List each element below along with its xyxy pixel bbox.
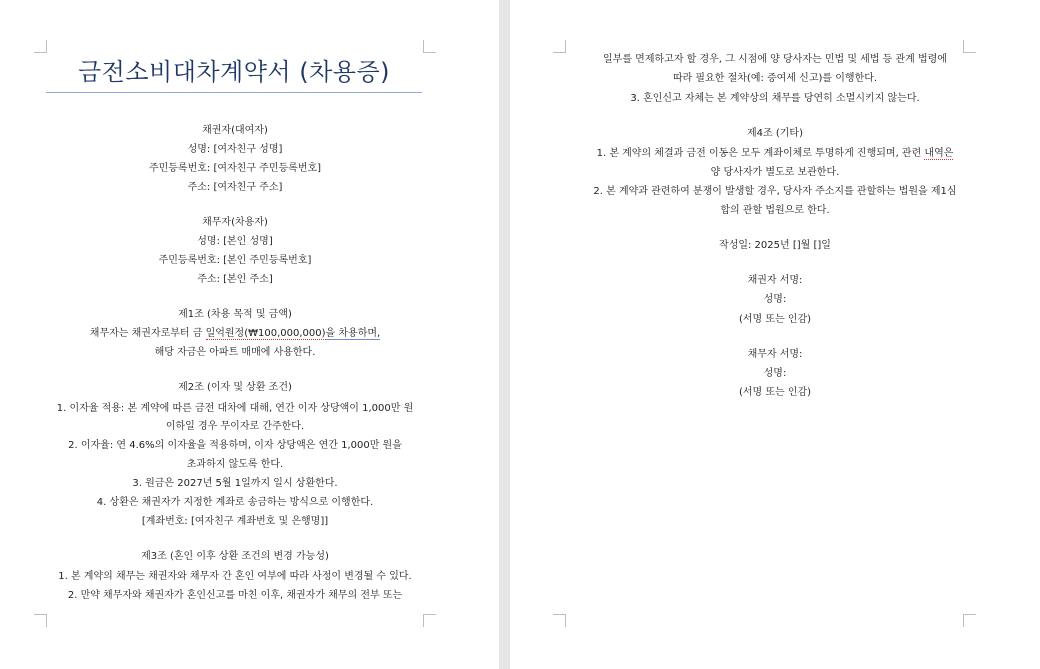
article-2-item-4a: 4. 상환은 채권자가 지정한 계좌로 송금하는 방식으로 이행한다. — [96, 497, 374, 508]
article-1-line-2: 해당 자금은 아파트 매매에 사용한다. — [154, 347, 316, 358]
article-2-item-1a: 1. 이자율 적용: 본 계약에 따른 금전 대차에 대해, 연간 이자 상당액이 1,000만 원 — [56, 403, 414, 414]
article-2-item-4b: [계좌번호: [여자친구 계좌번호 및 은행명]] — [141, 516, 329, 527]
creditor-rrn: 주민등록번호: [여자친구 주민등록번호] — [148, 163, 322, 174]
margin-mark-bottom-left — [34, 614, 47, 627]
article-1-title: 제1조 (차용 목적 및 금액) — [178, 309, 292, 320]
article-2-title: 제2조 (이자 및 상환 조건) — [178, 382, 292, 393]
document-page-2 — [510, 0, 1040, 669]
debtor-address: 주소: [본인 주소] — [197, 274, 273, 285]
article-4-item-2a: 2. 본 계약과 관련하여 분쟁이 발생할 경우, 당사자 주소지를 관할하는 법원을 제1심 — [593, 186, 957, 197]
creditor-signature-label: 채권자 서명: — [747, 275, 803, 286]
article-2-item-1b: 이하일 경우 무이자로 간주한다. — [165, 421, 305, 432]
article-3-title: 제3조 (혼인 이후 상환 조건의 변경 가능성) — [141, 551, 329, 562]
creditor-heading: 채권자(대여자) — [202, 125, 268, 136]
article-3-item-2-cont-b: 따라 필요한 절차(예: 증여세 신고)를 이행한다. — [672, 73, 878, 84]
article-1-text-pre: 채무자는 채권자로부터 금 — [89, 328, 206, 339]
creditor-name: 성명: [여자친구 성명] — [187, 144, 283, 155]
margin-mark-bottom-right — [423, 614, 436, 627]
article-1-line-1 — [0, 327, 470, 341]
article-4-title: 제4조 (기타) — [747, 128, 803, 139]
article-2-item-2a: 2. 이자율: 연 4.6%의 이자율을 적용하며, 이자 상당액은 연간 1,000만 원을 — [68, 440, 402, 451]
creditor-signature-name: 성명: — [763, 294, 787, 305]
article-3-item-2-cont-a: 일부를 면제하고자 할 경우, 그 시점에 양 당사자는 민법 및 세법 등 관계 법령에 — [603, 54, 947, 65]
margin-mark-top-left — [553, 40, 566, 53]
article-3-item-2: 2. 만약 채무자와 채권자가 혼인신고를 마친 이후, 채권자가 채무의 전부 또는 — [67, 590, 403, 601]
debtor-signature-label: 채무자 서명: — [747, 349, 803, 360]
margin-mark-top-right — [423, 40, 436, 53]
document-page-1 — [0, 0, 499, 669]
margin-mark-bottom-right — [963, 614, 976, 627]
article-3-item-3: 3. 혼인신고 자체는 본 계약상의 채무를 당연히 소멸시키지 않는다. — [630, 93, 920, 104]
loan-amount: 일억원정(₩100,000,000) — [205, 328, 326, 339]
article-4-text-pre: 1. 본 계약의 체결과 금전 이동은 모두 계좌이체로 투명하게 진행되며, 관련 — [596, 148, 925, 159]
debtor-signature-name: 성명: — [763, 368, 787, 379]
debtor-signature-seal: (서명 또는 인감) — [738, 387, 812, 398]
debtor-heading: 채무자(차용자) — [202, 217, 268, 228]
debtor-name: 성명: [본인 성명] — [197, 236, 273, 247]
article-2-item-3: 3. 원금은 2027년 5월 1일까지 일시 상환한다. — [132, 478, 338, 489]
margin-mark-top-right — [963, 40, 976, 53]
creditor-address: 주소: [여자친구 주소] — [187, 182, 283, 193]
article-4-item-1b: 양 당사자가 별도로 보관한다. — [710, 167, 840, 178]
article-4-item-2b: 합의 관할 법원으로 한다. — [720, 205, 830, 216]
margin-mark-top-left — [34, 40, 47, 53]
article-1-text-post: 을 차용하며, — [325, 328, 381, 339]
debtor-rrn: 주민등록번호: [본인 주민등록번호] — [158, 255, 312, 266]
margin-mark-bottom-left — [553, 614, 566, 627]
article-3-item-1: 1. 본 계약의 채무는 채권자와 채무자 간 혼인 여부에 따라 사정이 변경될 수 있다. — [58, 571, 412, 582]
article-4-item-1a — [510, 147, 1040, 161]
article-4-flagged-word: 내역은 — [924, 148, 954, 159]
creditor-signature-seal: (서명 또는 인감) — [738, 314, 812, 325]
document-title: 금전소비대차계약서 (차용증) — [77, 58, 391, 86]
title-underline — [46, 92, 422, 93]
article-2-item-2b: 초과하지 않도록 한다. — [186, 459, 284, 470]
date-line: 작성일: 2025년 []월 []일 — [719, 240, 831, 251]
